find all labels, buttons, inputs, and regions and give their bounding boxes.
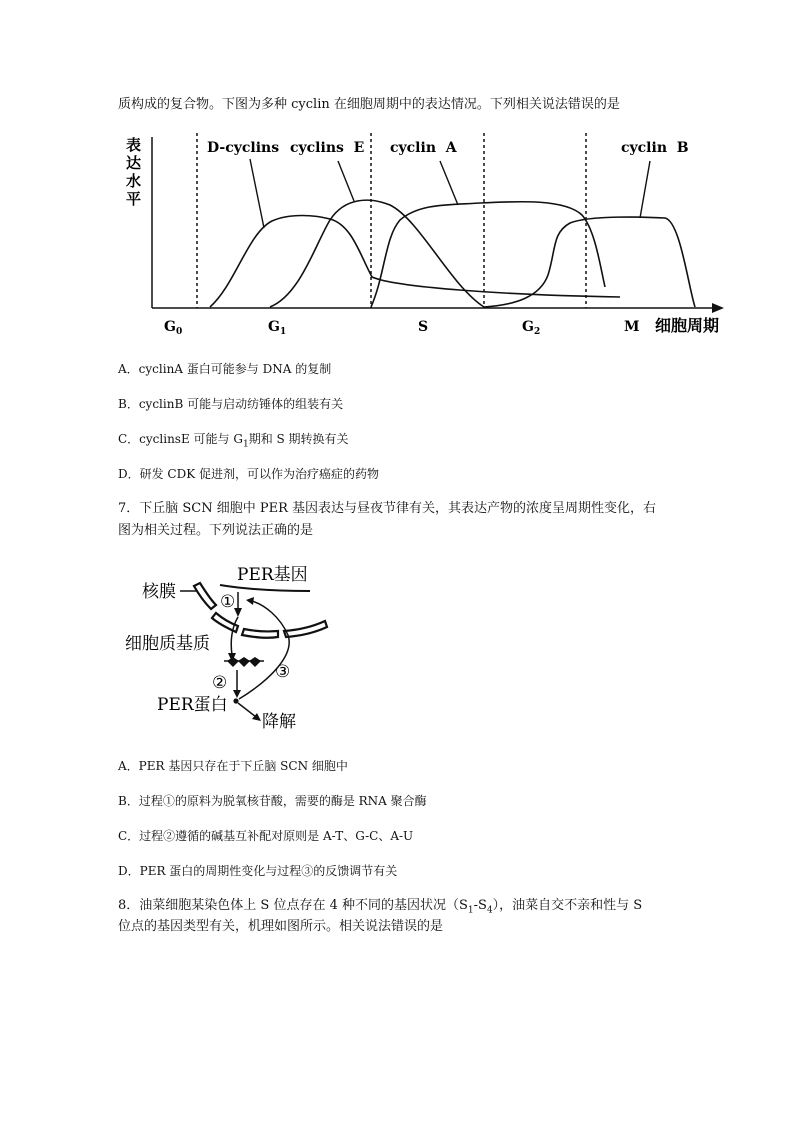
y-axis-label xyxy=(126,136,141,208)
phase-g0-main: G xyxy=(164,319,176,335)
q8-sub-a: 1 xyxy=(467,905,474,916)
y-label-char-2: 水 xyxy=(126,172,142,190)
label-step-3: ③ xyxy=(275,662,291,682)
pointer-cyclin-a xyxy=(440,161,458,205)
y-label-char-1: 达 xyxy=(126,154,142,172)
q7-stem-line1: 7．下丘脑 SCN 细胞中 PER 基因表达与昼夜节律有关，其表达产物的浓度呈周期性变化，右 xyxy=(118,501,657,516)
series-label-cyclins-e: cyclins E xyxy=(290,140,365,156)
phase-label-s: S xyxy=(418,319,429,335)
label-cytoplasm: 细胞质基质 xyxy=(125,634,210,654)
pointer-cyclins-e xyxy=(338,161,354,201)
label-per-protein: PER蛋白 xyxy=(157,695,228,715)
x-axis-arrow xyxy=(712,303,724,313)
q8-stem-line2: 位点的基因类型有关，机理如图所示。相关说法错误的是 xyxy=(118,919,444,934)
q8-sub-b: 4 xyxy=(486,905,493,916)
phase-label-g2 xyxy=(522,319,540,337)
label-step-2: ② xyxy=(212,673,228,693)
q7-stem-line2: 图为相关过程。下列说法正确的是 xyxy=(118,523,314,538)
q7-option-a: A．PER 基因只存在于下丘脑 SCN 细胞中 xyxy=(118,759,348,773)
pointer-d-cyclins xyxy=(250,159,264,228)
arrow-step-3-feedback xyxy=(239,601,289,699)
arrowhead-step-1 xyxy=(234,608,242,617)
pointer-cyclin-b xyxy=(640,161,650,218)
phase-label-g1 xyxy=(268,319,286,337)
series-label-d-cyclins: D-cyclins xyxy=(207,140,280,156)
q6-option-c-post: 期和 S 期转换有关 xyxy=(248,432,349,446)
q8-dash: -S xyxy=(473,898,487,913)
q7-option-d: D．PER 蛋白的周期性变化与过程③的反馈调节有关 xyxy=(118,864,398,878)
q7-option-b: B．过程①的原料为脱氧核苷酸，需要的酶是 RNA 聚合酶 xyxy=(118,794,427,808)
q8-line1-post: ），油菜自交不亲和性与 S xyxy=(492,898,643,913)
q6-option-c-pre: C．cyclinsE 可能与 G xyxy=(118,432,243,446)
y-label-char-0: 表 xyxy=(126,136,142,154)
y-label-char-3: 平 xyxy=(126,190,142,208)
series-label-cyclin-a: cyclin A xyxy=(390,140,457,156)
arrowhead-step-3 xyxy=(246,597,254,605)
intro-line: 质构成的复合物。下图为多种 cyclin 在细胞周期中的表达情况。下列相关说法错误的是 xyxy=(118,97,620,112)
arrowhead-step-2 xyxy=(233,690,241,698)
per-gene-strand xyxy=(220,585,310,591)
phase-g2-sub: 2 xyxy=(533,327,541,337)
label-step-1: ① xyxy=(220,592,236,612)
per-feedback-diagram xyxy=(120,555,360,745)
q6-option-c-sub: 1 xyxy=(242,439,249,450)
phase-label-m: M xyxy=(624,319,640,335)
q7-option-c: C．过程②遵循的碱基互补配对原则是 A-T、G-C、A-U xyxy=(118,829,414,843)
per-protein-dot xyxy=(233,698,238,703)
arrow-degrade xyxy=(238,703,256,717)
q6-option-d: D．研发 CDK 促进剂，可以作为治疗癌症的药物 xyxy=(118,467,380,481)
phase-g1-main: G xyxy=(268,319,280,335)
phase-g2-main: G xyxy=(522,319,534,335)
label-degrade: 降解 xyxy=(262,712,296,732)
q8-line1-pre: 8．油菜细胞某染色体上 S 位点存在 4 种不同的基因状况（S xyxy=(118,898,468,913)
q6-option-c xyxy=(118,430,349,453)
cyclin-expression-chart xyxy=(0,125,794,345)
series-label-cyclin-b: cyclin B xyxy=(621,140,689,156)
ribosomes xyxy=(227,657,261,667)
q6-option-b: B．cyclinB 可能与启动纺锤体的组装有关 xyxy=(118,397,344,411)
q6-option-a: A．cyclinA 蛋白可能参与 DNA 的复制 xyxy=(118,362,332,376)
label-nuclear-membrane: 核膜 xyxy=(142,582,176,602)
phase-g1-sub: 1 xyxy=(279,327,287,337)
phase-g0-sub: 0 xyxy=(175,327,183,337)
q8-stem-line1 xyxy=(118,897,642,920)
phase-label-g0 xyxy=(164,319,182,337)
x-axis-label: 细胞周期 xyxy=(655,316,720,335)
curve-d-cyclins xyxy=(210,216,620,308)
label-per-gene: PER基因 xyxy=(237,565,308,585)
